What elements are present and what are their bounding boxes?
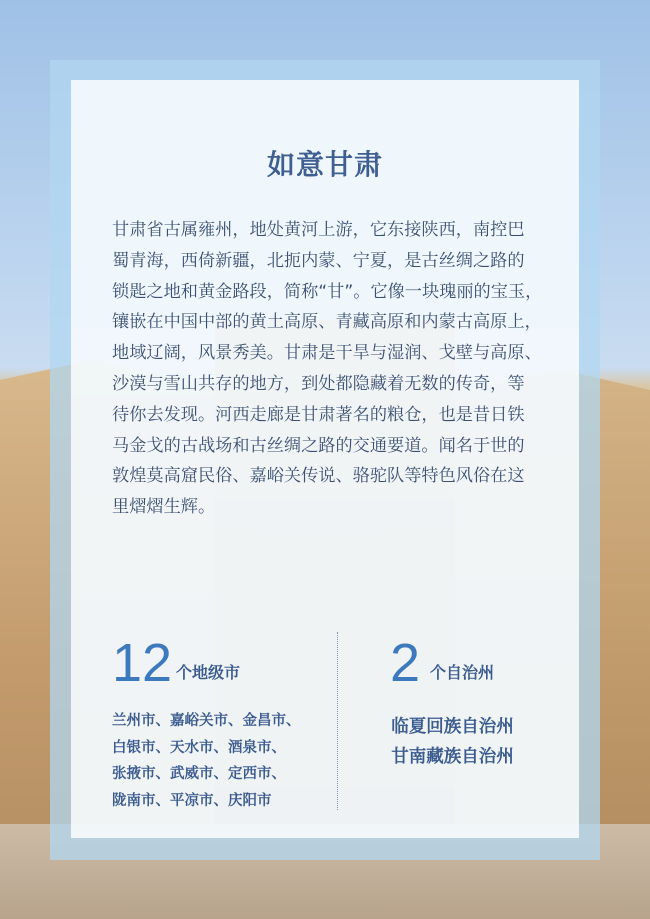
paragraph-line: 沙漠与雪山共存的地方，到处都隐藏着无数的传奇，等 [112, 373, 525, 394]
list-item: 陇南市、平凉市、庆阳市 [112, 793, 272, 810]
intro-paragraph [112, 215, 544, 523]
prefectures-count: 2 [390, 633, 421, 693]
paragraph-line: 敦煌莫高窟民俗、嘉峪关传说、骆驼队等特色风俗在这 [112, 466, 525, 487]
list-item: 白银市、天水市、酒泉市、 [112, 739, 286, 756]
list-item: 兰州市、嘉峪关市、金昌市、 [112, 713, 301, 729]
list-item: 临夏回族自治州 [391, 717, 514, 737]
stats-divider [337, 632, 338, 810]
paragraph-line: 待你去发现。河西走廊是甘肃著名的粮仓，也是昔日铁 [112, 404, 525, 425]
list-item: 甘南藏族自治州 [391, 747, 514, 767]
paragraph-line: 锁匙之地和黄金路段，简称“甘”。它像一块瑰丽的宝玉， [112, 281, 543, 302]
prefecture-list [360, 712, 545, 772]
cities-unit: 个地级市 [176, 663, 241, 682]
paragraph-line: 甘肃省古属雍州，地处黄河上游，它东接陕西，南控巴 [112, 220, 525, 240]
paragraph-line: 镶嵌在中国中部的黄土高原、青藏高原和内蒙古高原上， [112, 312, 542, 333]
paragraph-line: 马金戈的古战场和古丝绸之路的交通要道。闻名于世的 [112, 435, 525, 456]
paragraph-line: 里熠熠生辉。 [112, 497, 216, 518]
list-item: 张掖市、武威市、定西市、 [112, 766, 286, 783]
prefectures-unit: 个自治州 [430, 663, 495, 682]
city-list [112, 708, 332, 815]
page-title: 如意甘肃 [266, 148, 383, 181]
cities-count: 12 [112, 633, 173, 693]
paragraph-line: 地域辽阔，风景秀美。甘肃是干旱与湿润、戈壁与高原、 [112, 343, 542, 364]
paragraph-line: 蜀青海，西倚新疆，北扼内蒙、宁夏，是古丝绸之路的 [112, 250, 525, 271]
